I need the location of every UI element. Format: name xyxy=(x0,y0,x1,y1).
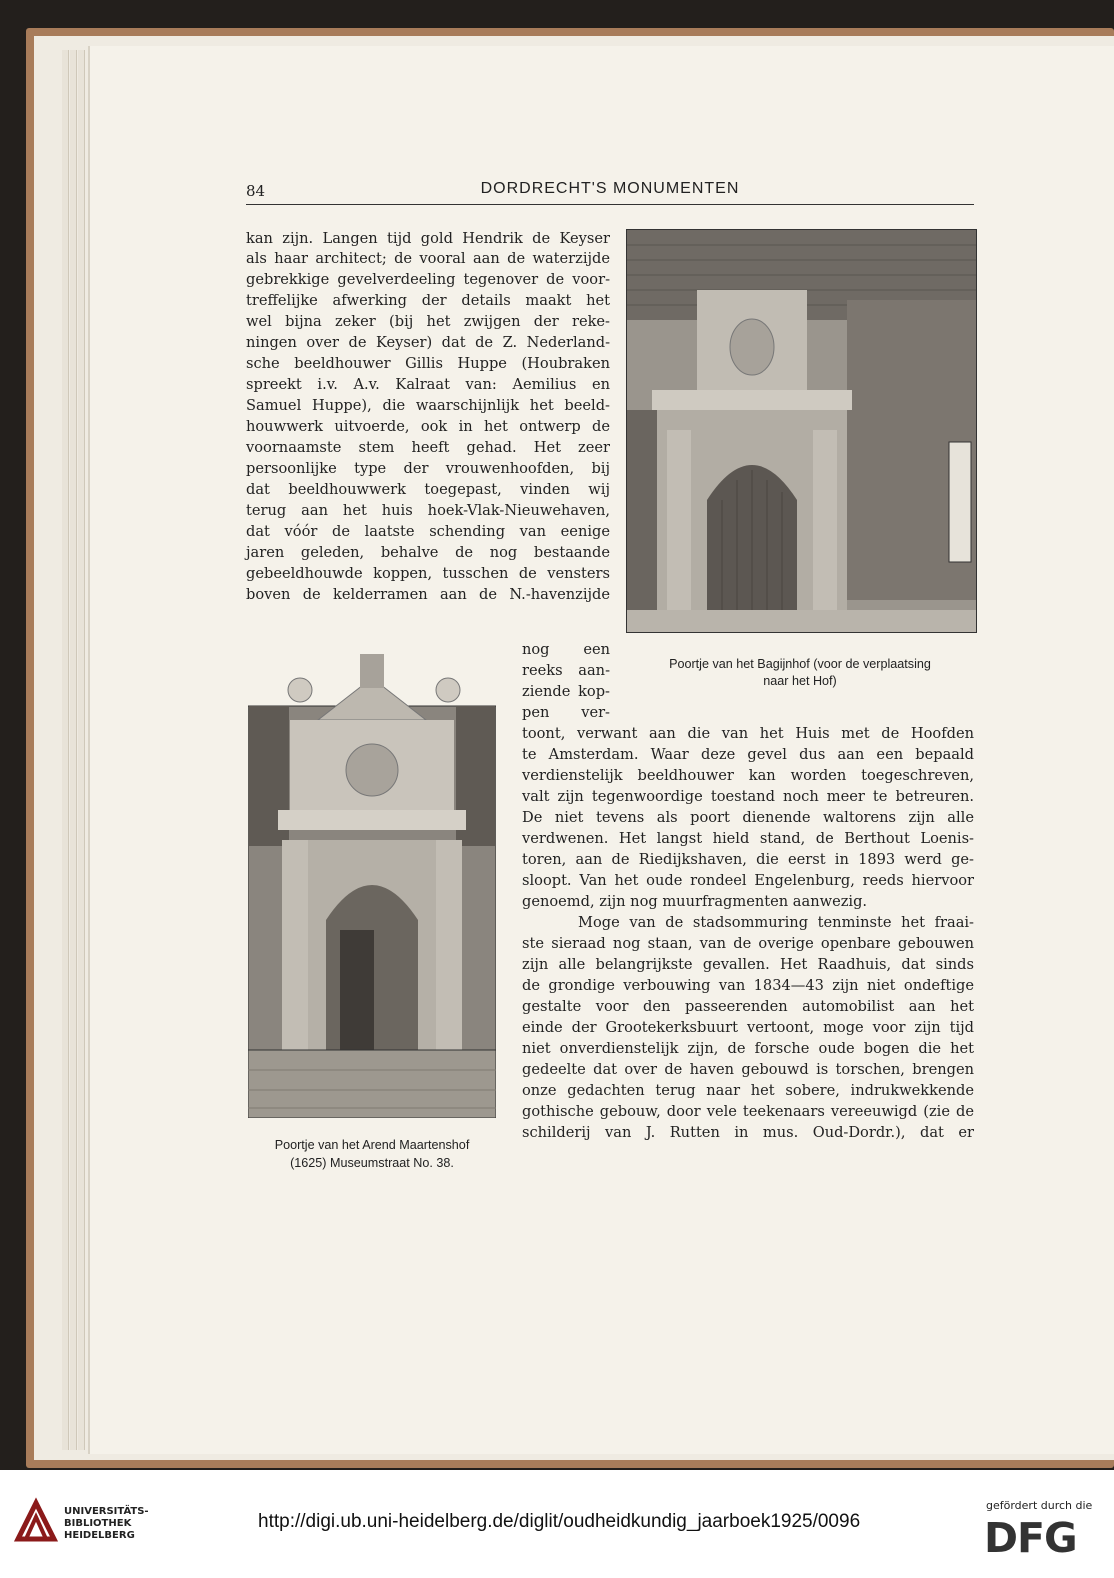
text-line: onze gedachten terug naar het sobere, indrukwekkende xyxy=(522,1082,974,1099)
funding-text: gefördert durch die xyxy=(986,1499,1093,1512)
text-line: zijn alle belangrijkste gevallen. Het Raadhuis, dat sinds xyxy=(522,956,974,973)
text-line: dat beeldhouwwerk toegepast, vinden wij xyxy=(246,481,610,498)
text-line: treffelijke afwerking der details maakt het xyxy=(246,292,610,309)
text-line: gebeeldhouwde koppen, tusschen de vensters xyxy=(246,565,610,582)
dfg-logo: DFG xyxy=(984,1514,1077,1562)
university-seal-icon xyxy=(12,1497,60,1545)
text-line: ste sieraad nog staan, van de overige openbare gebouwen xyxy=(522,935,974,952)
text-line: dat vóór de laatste schending van eenige xyxy=(246,523,610,540)
text-line: boven de kelderramen aan de N.-havenzijde xyxy=(246,586,610,603)
page-leaf xyxy=(70,50,77,1450)
text-line: kan zijn. Langen tijd gold Hendrik de Keyser xyxy=(246,230,610,247)
text-line: reeks aan- xyxy=(522,662,610,679)
text-line: de grondige verbouwing van 1834—43 zijn niet ondeftige xyxy=(522,977,974,994)
text-line: wel bijna zeker (bij het zwijgen der reke- xyxy=(246,313,610,330)
text-line: valt zijn tegenwoordige toestand noch meer te betreuren. xyxy=(522,788,974,805)
text-line: sche beeldhouwer Gillis Huppe (Houbraken xyxy=(246,355,610,372)
text-line: gedeelte dat over de haven gebouwd is torschen, brengen xyxy=(522,1061,974,1078)
text-line: terug aan het huis hoek-Vlak-Nieuwehaven, xyxy=(246,502,610,519)
page-leaf xyxy=(62,50,69,1450)
caption-line: Poortje van het Arend Maartenshof xyxy=(274,1138,470,1152)
text-line: Samuel Huppe), die waarschijnlijk het beeld- xyxy=(246,397,610,414)
text-line: ningen over de Keyser) dat de Z. Nederland- xyxy=(246,334,610,351)
caption-line: Poortje van het Bagijnhof (voor de verplaatsing xyxy=(669,657,931,671)
running-title: DORDRECHT'S MONUMENTEN xyxy=(480,180,740,197)
text-line: einde der Grootekerksbuurt vertoont, moge voor zijn tijd xyxy=(522,1019,974,1036)
page-header xyxy=(246,178,974,205)
text-line: spreekt i.v. A.v. Kalraat van: Aemilius en xyxy=(246,376,610,393)
text-line: voornaamste stem heeft gehad. Het zeer xyxy=(246,439,610,456)
source-url-link[interactable]: http://digi.ub.uni-heidelberg.de/diglit/oudheidkundig_jaarboek1925/0096 xyxy=(258,1511,861,1532)
viewer-footer xyxy=(0,1470,1114,1578)
library-name xyxy=(64,1506,149,1542)
text-line: gestalte voor den passeerenden automobilist aan het xyxy=(522,998,974,1015)
page-number: 84 xyxy=(246,182,266,200)
text-line: jaren geleden, behalve de nog bestaande xyxy=(246,544,610,561)
text-line: als haar architect; de vooral aan de waterzijde xyxy=(246,250,610,267)
photo-bagijnhof-gate xyxy=(626,229,977,633)
text-line: houwwerk uitvoerde, ook in het ontwerp de xyxy=(246,418,610,435)
text-line: gothische gebouw, door vele teekenaars vereeuwigd (zie de xyxy=(522,1103,974,1120)
text-line: persoonlijke type der vrouwenhoofden, bij xyxy=(246,460,610,477)
caption-line: naar het Hof) xyxy=(763,674,837,688)
text-line: gebrekkige gevelverdeeling tegenover de voor- xyxy=(246,271,610,288)
text-line: ziende kop- xyxy=(522,683,610,700)
text-line: niet onverdienstelijk zijn, de forsche oude bogen die het xyxy=(522,1040,974,1057)
text-line: De niet tevens als poort dienende waltorens zijn alle xyxy=(522,809,974,826)
text-line: pen ver- xyxy=(522,704,610,721)
text-line: verdienstelijk beeldhouwer kan worden toegeschreven, xyxy=(522,767,974,784)
caption-line: (1625) Museumstraat No. 38. xyxy=(290,1156,454,1170)
text-line: genoemd, zijn nog muurfragmenten aanwezig. xyxy=(522,893,868,910)
text-line: toont, verwant aan die van het Huis met de Hoofden xyxy=(522,725,974,742)
text-line: verdwenen. Het langst hield stand, de Berthout Loenis- xyxy=(522,830,974,847)
photo-arend-maartenshof-gate xyxy=(248,650,496,1118)
text-line: sloopt. Van het oude rondeel Engelenburg, reeds hiervoor xyxy=(522,872,974,889)
text-line: toren, aan de Riedijkshaven, die eerst in 1893 werd ge- xyxy=(522,851,974,868)
library-name-line: HEIDELBERG xyxy=(64,1530,135,1541)
text-line: Moge van de stadsommuring tenminste het fraai- xyxy=(578,914,974,931)
text-line: te Amsterdam. Waar deze gevel dus aan een bepaald xyxy=(522,746,974,763)
page-leaf xyxy=(78,50,85,1450)
library-name-line: BIBLIOTHEK xyxy=(64,1518,132,1529)
text-line: schilderij van J. Rutten in mus. Oud-Dordr.), dat er xyxy=(522,1124,974,1141)
text-line: nog een xyxy=(522,641,610,658)
library-name-line: UNIVERSITÄTS- xyxy=(64,1506,149,1517)
